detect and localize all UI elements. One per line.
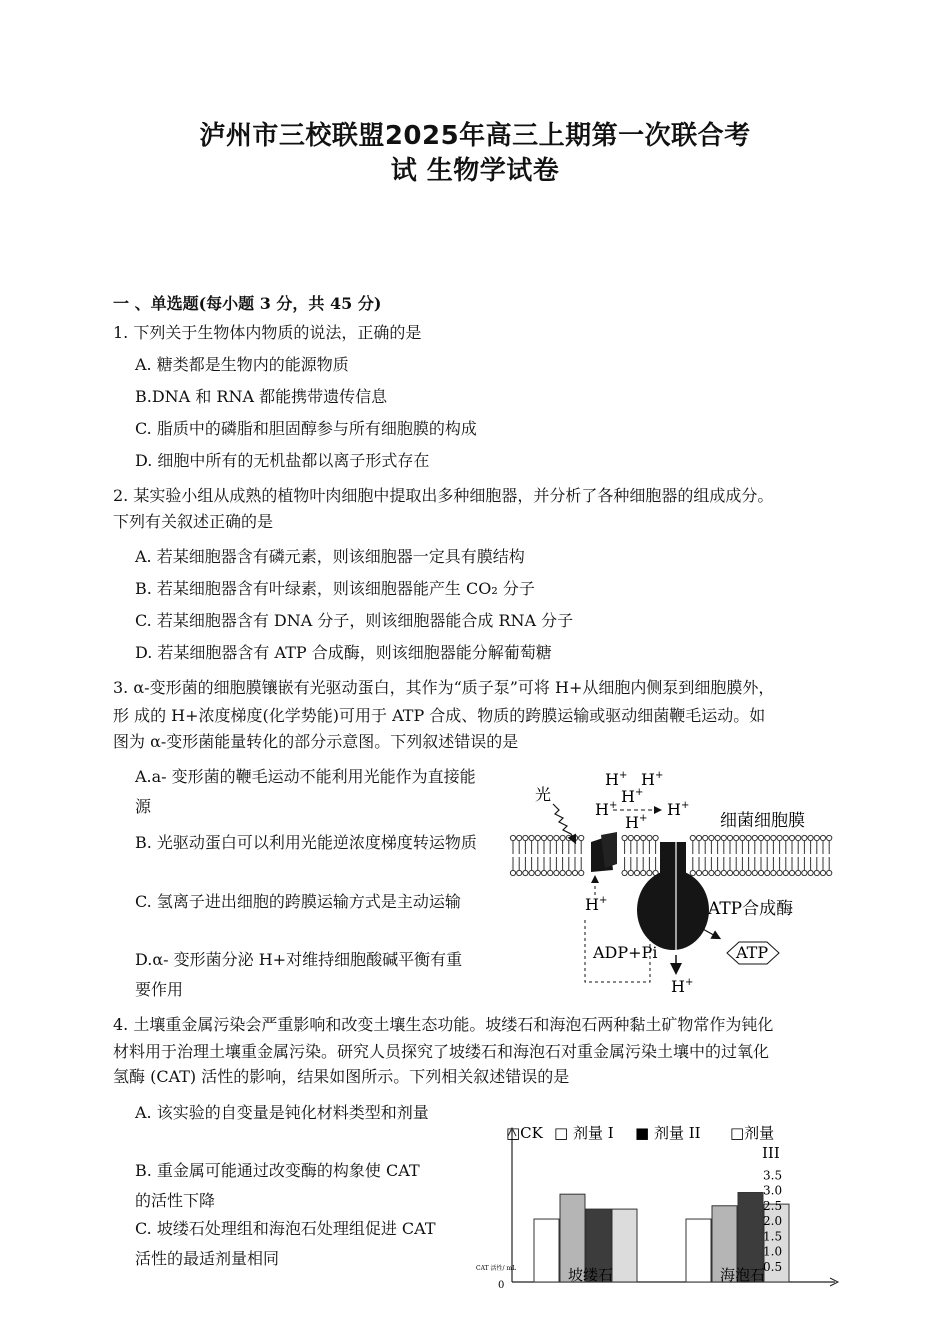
category-label: 坡缕石 [568, 1266, 614, 1284]
h-plus-label: H+ [671, 977, 694, 996]
h-plus-label: H+ [585, 895, 608, 914]
y-tick-label: 3.5 [763, 1168, 783, 1183]
q1-option-c: C. 脂质中的磷脂和胆固醇参与所有细胞膜的构成 [135, 419, 477, 438]
q4-stem-3: 氢酶 (CAT) 活性的影响，结果如图所示。下列相关叙述错误的是 [113, 1067, 570, 1086]
q4-stem-2: 材料用于治理土壤重金属污染。研究人员探究了坡缕石和海泡石对重金属污染土壤中的过氧化 [113, 1042, 770, 1061]
q2-stem-2: 下列有关叙述正确的是 [113, 512, 274, 531]
legend-entry: □剂量 [730, 1124, 775, 1142]
y-tick-label: 1.0 [763, 1244, 783, 1259]
y-axis-label: CAT 活性/ mL [476, 1265, 517, 1272]
y-tick-label: 0.5 [763, 1259, 783, 1274]
h-plus-label: H+ [605, 770, 628, 789]
q3-option-d: D.α- 变形菌分泌 H+对维持细胞酸碱平衡有重 要作用 [135, 950, 463, 999]
y-tick-label: 2.5 [763, 1198, 783, 1213]
q2-stem-1: 2. 某实验小组从成熟的植物叶肉细胞中提取出多种细胞器，并分析了各种细胞器的组成成分。 [113, 486, 774, 505]
membrane-diagram [505, 760, 840, 1000]
q3-option-a: A.a- 变形菌的鞭毛运动不能利用光能作为直接能源 [135, 767, 476, 816]
bar-0-0 [534, 1219, 559, 1282]
q2-option-b: B. 若某细胞器含有叶绿素，则该细胞器能产生 CO₂ 分子 [135, 579, 535, 598]
q3-stem-1: 3. α-变形菌的细胞膜镶嵌有光驱动蛋白，其作为“质子泵”可将 H+从细胞内侧泵到细胞膜外， [113, 678, 775, 697]
q4-option-b: B. 重金属可能通过改变酶的构象使 CAT 的活性下降 [135, 1161, 420, 1210]
cat-activity-chart [470, 1118, 850, 1298]
legend-entry: III [762, 1144, 780, 1162]
q2-option-a: A. 若某细胞器含有磷元素，则该细胞器一定具有膜结构 [135, 547, 525, 566]
membrane-label: 细菌细胞膜 [720, 811, 805, 831]
q4-option-c: C. 坡缕石处理组和海泡石处理组促进 CAT 活性的最适剂量相同 [135, 1219, 436, 1268]
bar-1-0 [686, 1219, 711, 1282]
q1-option-d: D. 细胞中所有的无机盐都以离子形式存在 [135, 451, 430, 470]
y-tick-label: 1.5 [763, 1229, 783, 1244]
q3-stem-2: 形 成的 H+浓度梯度(化学势能)可用于 ATP 合成、物质的跨膜运输或驱动细菌鞭毛运动。如 [113, 706, 766, 725]
h-plus-label: H+ [625, 813, 648, 832]
category-label: 海泡石 [720, 1266, 766, 1284]
q1-option-b: B.DNA 和 RNA 都能携带遗传信息 [135, 387, 388, 406]
q1-stem: 1. 下列关于生物体内物质的说法，正确的是 [113, 323, 422, 342]
q2-option-c: C. 若某细胞器含有 DNA 分子，则该细胞器能合成 RNA 分子 [135, 611, 574, 630]
atp-synthase-label: ATP合成酶 [708, 899, 794, 919]
q4-stem-1: 4. 土壤重金属污染会严重影响和改变土壤生态功能。坡缕石和海泡石两种黏土矿物常作为钝化 [113, 1015, 774, 1034]
atp-synthase-head [637, 870, 709, 950]
light-label: 光 [535, 785, 552, 804]
q3-stem-3: 图为 α-变形菌能量转化的部分示意图。下列叙述错误的是 [113, 732, 519, 751]
title-line-1: 泸州市三校联盟2025年高三上期第一次联合考 [199, 121, 751, 151]
q2-option-d: D. 若某细胞器含有 ATP 合成酶，则该细胞器能分解葡萄糖 [135, 643, 552, 662]
y-tick-label: 3.0 [763, 1183, 783, 1198]
q3-option-b: B. 光驱动蛋白可以利用光能逆浓度梯度转运物质 [135, 833, 477, 852]
adp-label: ADP+Pi [593, 943, 658, 962]
legend-entry: □CK [506, 1124, 543, 1142]
h-plus-label: H+ [621, 787, 644, 806]
y-tick-label: 2.0 [763, 1214, 783, 1229]
h-plus-label: H+ [595, 800, 618, 819]
legend-entry: □ 剂量 I [554, 1124, 614, 1142]
legend-entry: ■ 剂量 II [635, 1124, 701, 1142]
q4-option-a: A. 该实验的自变量是钝化材料类型和剂量 [135, 1103, 429, 1122]
atp-label: ATP [736, 943, 769, 962]
h-plus-label: H+ [641, 770, 664, 789]
q3-option-c: C. 氢离子进出细胞的跨膜运输方式是主动运输 [135, 892, 461, 911]
h-plus-label: H+ [667, 800, 690, 819]
section-heading: 一 、单选题(每小题 3 分，共 45 分) [113, 294, 382, 313]
y-tick-label: 0 [498, 1280, 505, 1291]
q1-option-a: A. 糖类都是生物内的能源物质 [135, 355, 349, 374]
bar-0-3 [612, 1209, 637, 1282]
title-line-2: 试 生物学试卷 [390, 156, 560, 186]
